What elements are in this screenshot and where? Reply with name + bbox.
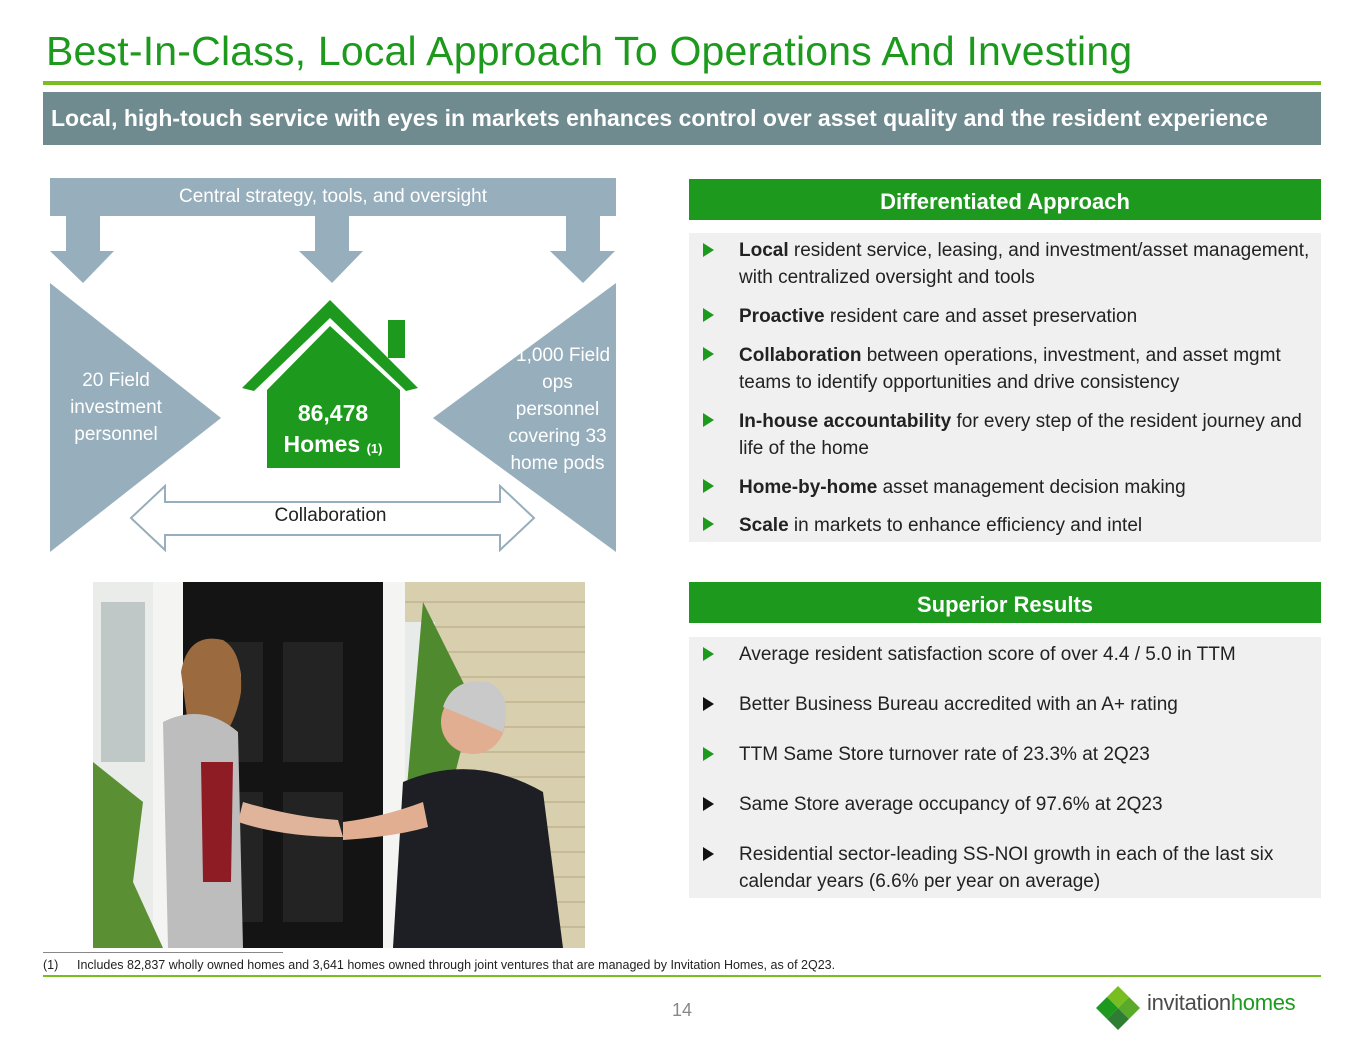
bullet-icon (703, 847, 714, 861)
down-arrow-left (50, 216, 114, 283)
bullet-icon (703, 243, 714, 257)
differentiated-approach-panel (689, 233, 1321, 542)
differentiated-item: Local resident service, leasing, and investment/asset management, with centralized oversight and tools (739, 240, 1310, 288)
bullet-icon (703, 308, 714, 322)
footnote-text: Includes 82,837 wholly owned homes and 3,641 homes owned through joint ventures that are managed by Invitation Homes, as of 2Q23. (77, 958, 836, 972)
differentiated-item: In-house accountability for every step of the resident journey and life of the home (739, 411, 1302, 459)
results-item: Residential sector-leading SS-NOI growth in each of the last six calendar years (6.6% per year on average) (739, 844, 1274, 892)
differentiated-item: Proactive resident care and asset preservation (739, 306, 1138, 327)
homes-count: 86,478 (297, 400, 369, 426)
page-title: Best-In-Class, Local Approach To Operations And Investing (46, 28, 1133, 74)
differentiated-approach-heading: Differentiated Approach (689, 179, 1321, 220)
bullet-icon (703, 479, 714, 493)
footnote (43, 958, 835, 972)
bullet-icon (703, 347, 714, 361)
bullet-icon (703, 697, 714, 711)
bullet-icon (703, 647, 714, 661)
differentiated-item: Collaboration between operations, investment, and asset mgmt teams to identify opportunities and drive consistency (739, 345, 1281, 393)
homes-count-label (268, 398, 398, 460)
operations-diagram (48, 178, 618, 556)
bullet-icon (703, 747, 714, 761)
results-item: Same Store average occupancy of 97.6% at 2Q23 (739, 794, 1163, 815)
bullet-icon (703, 517, 714, 531)
field-ops-label: ~1,000 Field ops personnel covering 33 home pods (504, 345, 611, 474)
superior-results-panel (689, 637, 1321, 898)
central-strategy-bar: Central strategy, tools, and oversight (50, 178, 616, 216)
handshake-photo (93, 582, 585, 948)
homes-footnote-ref: (1) (366, 441, 383, 456)
bullet-icon (703, 797, 714, 811)
differentiated-item: Scale in markets to enhance efficiency and intel (739, 515, 1143, 536)
results-item: Average resident satisfaction score of over 4.4 / 5.0 in TTM (739, 644, 1236, 665)
field-investment-label: 20 Field investment personnel (70, 370, 162, 445)
subtitle-banner: Local, high-touch service with eyes in markets enhances control over asset quality and the resident experience (43, 92, 1321, 145)
footnote-number: (1) (43, 958, 59, 972)
down-arrow-center (299, 216, 363, 283)
results-item: Better Business Bureau accredited with an A+ rating (739, 694, 1178, 715)
collaboration-label: Collaboration (274, 505, 387, 526)
superior-results-heading: Superior Results (689, 582, 1321, 623)
results-item: TTM Same Store turnover rate of 23.3% at 2Q23 (739, 744, 1150, 765)
logo-wordmark: invitationhomes (1147, 990, 1296, 1015)
footnote-divider (43, 952, 283, 953)
differentiated-item: Home-by-home asset management decision making (739, 477, 1186, 498)
bullet-icon (703, 413, 714, 427)
down-arrow-right (550, 216, 615, 283)
footer-rule (43, 975, 1321, 977)
homes-word: Homes (283, 431, 361, 457)
title-underline (43, 81, 1321, 85)
invitation-homes-logo (1095, 984, 1325, 1030)
page-number: 14 (671, 1000, 693, 1020)
logo-mark-icon (1095, 984, 1141, 1030)
